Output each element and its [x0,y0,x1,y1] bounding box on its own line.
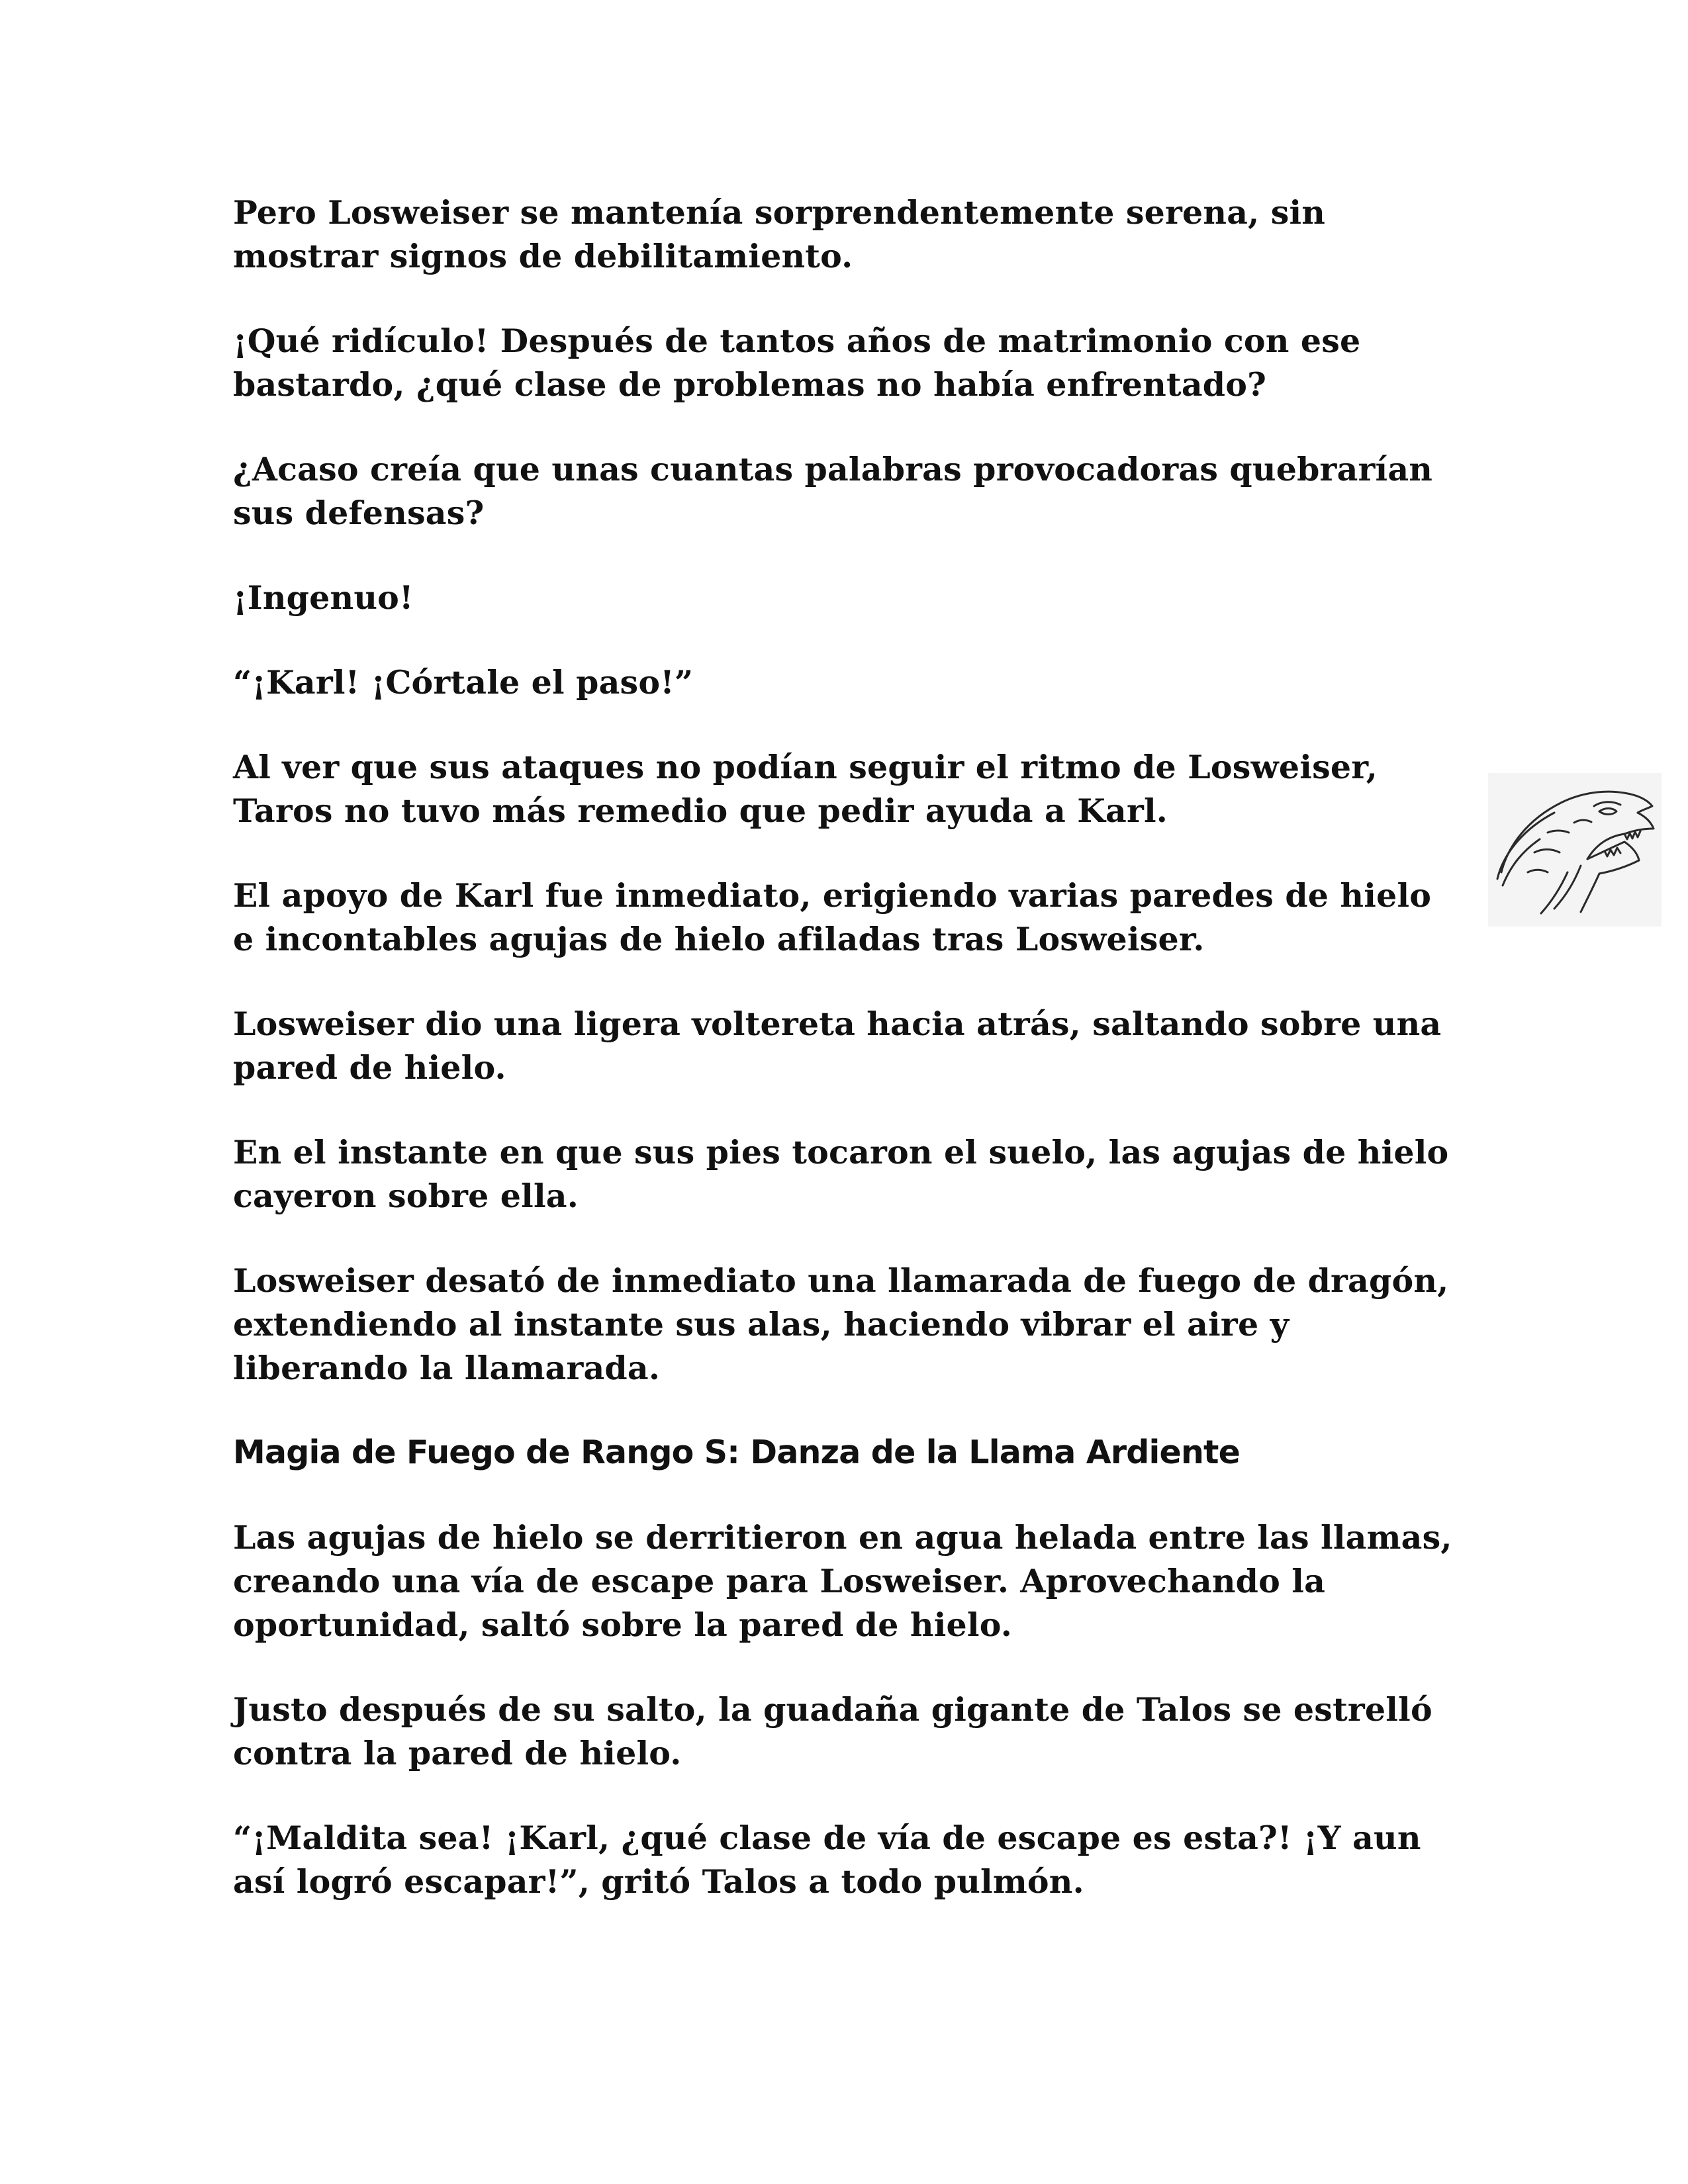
paragraph: ¿Acaso creía que unas cuantas palabras provocadoras quebrarían sus defensas? [233,450,1433,532]
dinosaur-head-icon [1488,773,1662,927]
dialogue-line: “¡Karl! ¡Córtale el paso!” [233,663,694,702]
paragraph: ¡Qué ridículo! Después de tantos años de matrimonio con ese bastardo, ¿qué clase de problemas no había enfrentado? [233,322,1361,404]
paragraph: Las agujas de hielo se derritieron en agua helada entre las llamas, creando una vía de escape para Losweiser. Aprovechando la oportunidad, saltó sobre la pared de hielo. [233,1518,1452,1644]
paragraph: Justo después de su salto, la guadaña gigante de Talos se estrelló contra la pared de hielo. [233,1690,1432,1772]
paragraph: El apoyo de Karl fue inmediato, erigiendo varias paredes de hielo e incontables agujas de hielo afiladas tras Losweiser. [233,876,1432,958]
dialogue-line: “¡Maldita sea! ¡Karl, ¿qué clase de vía de escape es esta?! ¡Y aun así logró escapar!”, gritó Talos a todo pulmón. [233,1819,1421,1901]
body-text [233,191,1458,1944]
paragraph: En el instante en que sus pies tocaron el suelo, las agujas de hielo cayeron sobre ella. [233,1133,1449,1215]
paragraph: Al ver que sus ataques no podían seguir el ritmo de Losweiser, Taros no tuvo más remedio que pedir ayuda a Karl. [233,748,1378,830]
paragraph: Losweiser desató de inmediato una llamarada de fuego de dragón, extendiendo al instante sus alas, haciendo vibrar el aire y liberando la llamarada. [233,1261,1449,1387]
paragraph: Pero Losweiser se mantenía sorprendentemente serena, sin mostrar signos de debilitamiento. [233,193,1326,275]
paragraph: ¡Ingenuo! [233,578,414,617]
paragraph: Losweiser dio una ligera voltereta hacia atrás, saltando sobre una pared de hielo. [233,1005,1442,1087]
spell-heading: Magia de Fuego de Rango S: Danza de la Llama Ardiente [233,1433,1241,1471]
